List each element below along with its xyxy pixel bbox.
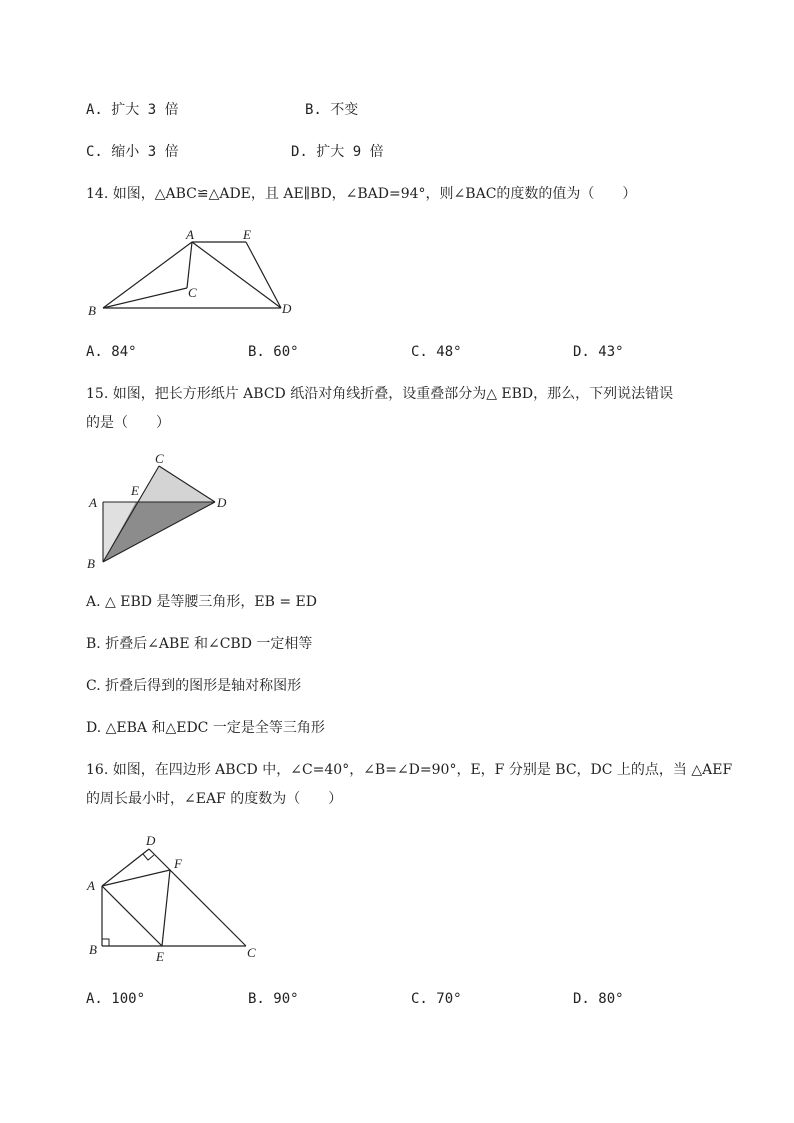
- q14-option-c: C. 48°: [411, 344, 462, 360]
- q14-stem: 14. 如图，△ABC≌△ADE，且 AE∥BD，∠BAD=94°，则∠BAC的度数的值为（ ）: [86, 186, 637, 202]
- q14-label-e: E: [243, 227, 251, 242]
- q13-option-a: A. 扩大 3 倍: [86, 102, 179, 118]
- q15-stem-line1: 15. 如图，把长方形纸片 ABCD 纸沿对角线折叠，设重叠部分为△ EBD，那么，下列说法错误: [86, 386, 674, 402]
- q13-option-b: B. 不变: [305, 102, 359, 118]
- q16-label-c: C: [247, 945, 256, 960]
- q13-option-c: C. 缩小 3 倍: [86, 144, 179, 160]
- q16-label-a: A: [87, 878, 95, 893]
- q14-label-d: D: [282, 301, 292, 316]
- q15-label-a: A: [89, 495, 97, 510]
- q16-option-b: B. 90°: [248, 991, 299, 1007]
- q15-label-c: C: [155, 451, 164, 466]
- q15-option-d: D. △EBA 和△EDC 一定是全等三角形: [86, 720, 325, 736]
- q14-label-a: A: [186, 227, 194, 242]
- q16-label-b: B: [89, 942, 97, 957]
- q14-option-b: B. 60°: [248, 344, 299, 360]
- q15-label-d: D: [217, 495, 227, 510]
- q16-option-a: A. 100°: [86, 991, 146, 1007]
- q16-stem-line2: 的周长最小时，∠EAF 的度数为（ ）: [86, 791, 343, 807]
- q15-option-a: A. △ EBD 是等腰三角形，EB = ED: [86, 594, 317, 610]
- q16-label-f: F: [174, 856, 182, 871]
- q16-label-e: E: [156, 949, 164, 964]
- q15-option-c: C. 折叠后得到的图形是轴对称图形: [86, 678, 302, 694]
- q13-option-d: D. 扩大 9 倍: [291, 144, 384, 160]
- q14-figure: [80, 225, 310, 325]
- q16-option-c: C. 70°: [411, 991, 462, 1007]
- q15-figure: [80, 450, 240, 575]
- q16-stem-line1: 16. 如图，在四边形 ABCD 中，∠C=40°，∠B=∠D=90°，E，F 分别是 BC，DC 上的点，当 △AEF: [86, 762, 733, 778]
- q15-option-b: B. 折叠后∠ABE 和∠CBD 一定相等: [86, 636, 313, 652]
- q16-label-d: D: [146, 833, 156, 848]
- q14-label-c: C: [188, 285, 197, 300]
- q14-option-a: A. 84°: [86, 344, 137, 360]
- q15-label-b: B: [87, 556, 95, 571]
- q14-option-d: D. 43°: [573, 344, 624, 360]
- q15-label-e: E: [131, 483, 139, 498]
- q15-stem-line2: 的是（ ）: [86, 415, 170, 431]
- q16-figure: [80, 830, 280, 965]
- q14-label-b: B: [88, 303, 96, 318]
- q16-option-d: D. 80°: [573, 991, 624, 1007]
